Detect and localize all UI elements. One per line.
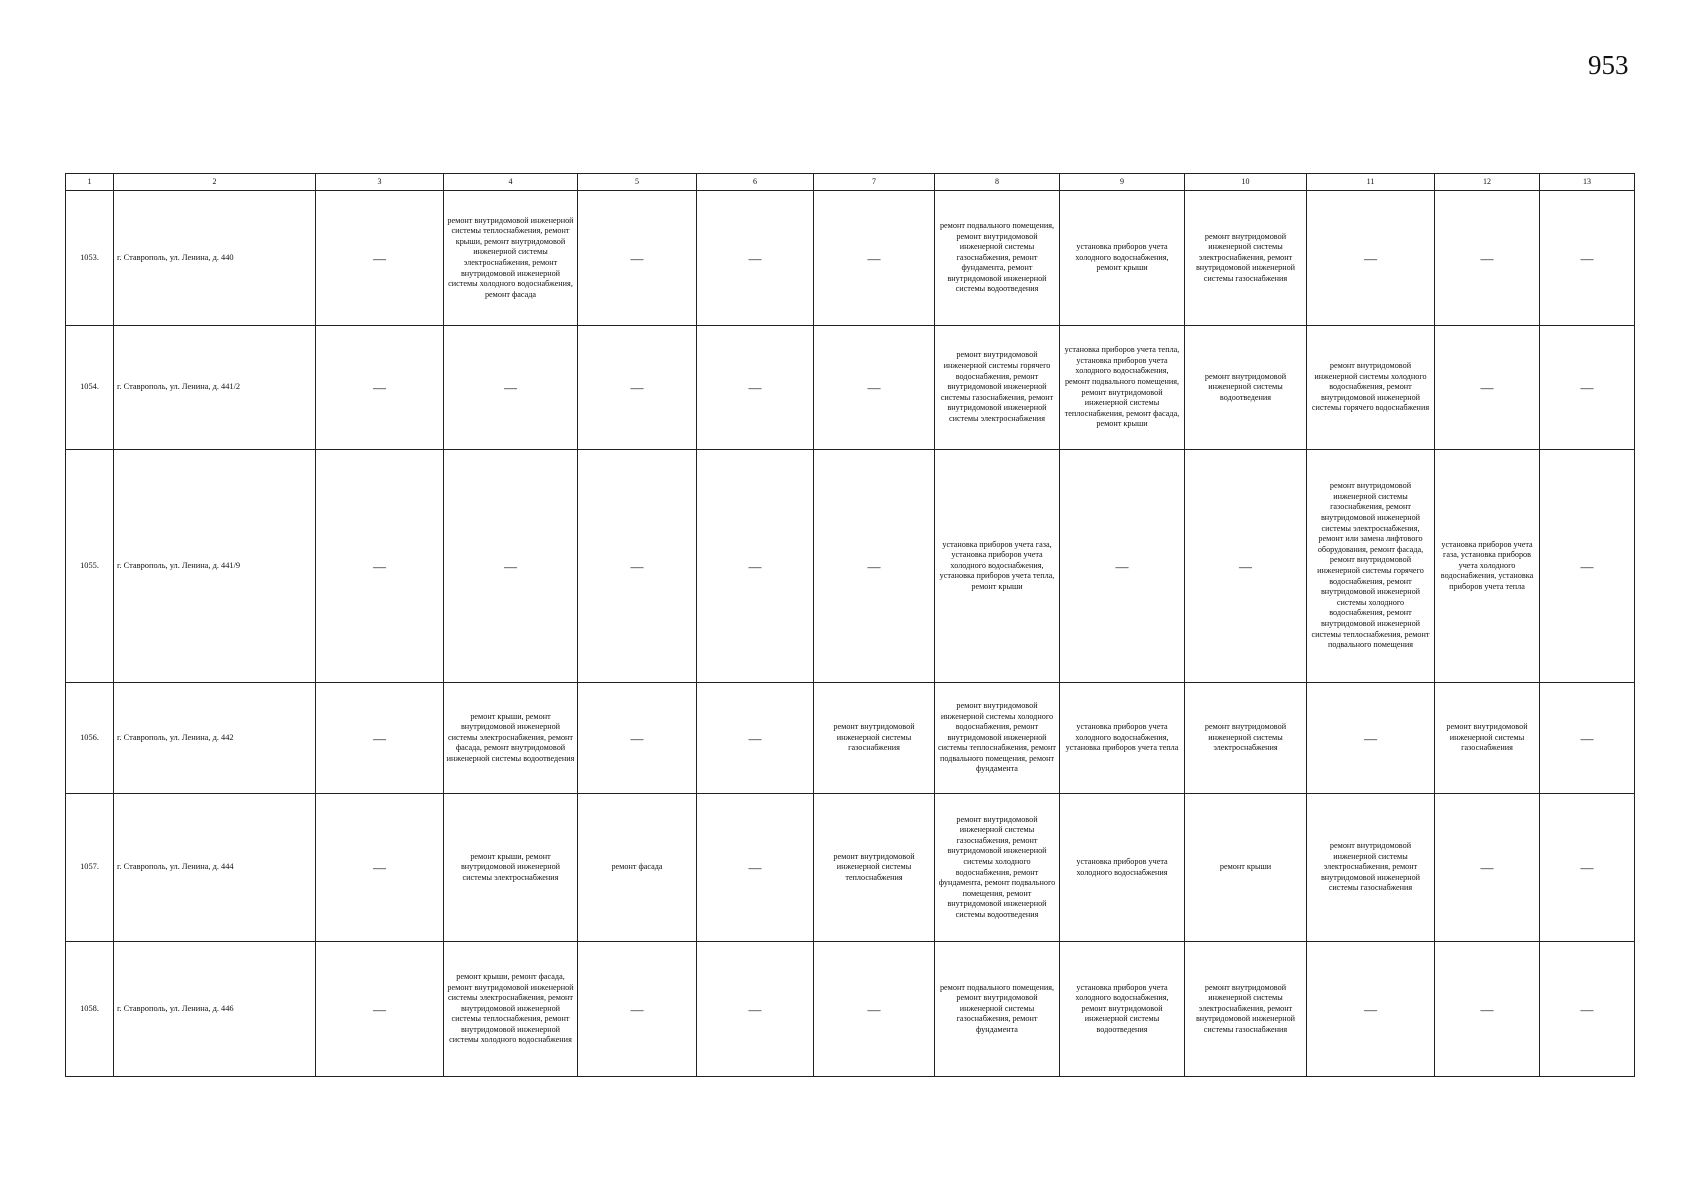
column-header: 3: [316, 174, 444, 191]
table-cell: —: [316, 326, 444, 450]
column-header: 6: [697, 174, 814, 191]
table-cell: —: [1307, 683, 1435, 794]
table-cell: —: [1307, 191, 1435, 326]
column-header: 10: [1185, 174, 1307, 191]
table-cell: —: [444, 450, 578, 683]
table-row: [66, 191, 1635, 326]
table-cell: —: [697, 450, 814, 683]
table-cell: —: [1435, 794, 1540, 942]
table-cell: —: [316, 191, 444, 326]
row-number: 1055.: [66, 450, 114, 683]
row-number: 1054.: [66, 326, 114, 450]
table-cell: —: [444, 326, 578, 450]
table-cell: —: [1307, 942, 1435, 1077]
table-cell: —: [814, 326, 935, 450]
column-header: 9: [1060, 174, 1185, 191]
repair-schedule-table: [65, 173, 1635, 1077]
row-number: 1053.: [66, 191, 114, 326]
address-cell: г. Ставрополь, ул. Ленина, д. 441/9: [114, 450, 316, 683]
table-cell: ремонт внутридомовой инженерной системы газоснабжения, ремонт внутридомовой инженерной системы холодного водоснабжения, ремонт фундамента, ремонт подвального помещения, ремонт внутридомовой инженерной системы водоотведения: [935, 794, 1060, 942]
table-cell: —: [1540, 326, 1635, 450]
table-cell: установка приборов учета газа, установка приборов учета холодного водоснабжения, установка приборов учета тепла: [1435, 450, 1540, 683]
table-cell: —: [578, 683, 697, 794]
column-header: 1: [66, 174, 114, 191]
table-cell: —: [697, 794, 814, 942]
table-cell: ремонт внутридомовой инженерной системы холодного водоснабжения, ремонт внутридомовой инженерной системы теплоснабжения, ремонт подвального помещения, ремонт фундамента: [935, 683, 1060, 794]
table-row: [66, 942, 1635, 1077]
table-cell: ремонт внутридомовой инженерной системы теплоснабжения, ремонт крыши, ремонт внутридомовой инженерной системы электроснабжения, ремонт внутридомовой инженерной системы холодного водоснабжения, ремонт фасада: [444, 191, 578, 326]
table-cell: установка приборов учета газа, установка приборов учета холодного водоснабжения, установка приборов учета тепла, ремонт крыши: [935, 450, 1060, 683]
table-cell: —: [697, 942, 814, 1077]
table-cell: —: [316, 794, 444, 942]
table-cell: установка приборов учета холодного водоснабжения, ремонт крыши: [1060, 191, 1185, 326]
table-cell: ремонт крыши, ремонт внутридомовой инженерной системы электроснабжения: [444, 794, 578, 942]
table-cell: —: [814, 450, 935, 683]
table-cell: ремонт внутридомовой инженерной системы теплоснабжения: [814, 794, 935, 942]
table-cell: установка приборов учета холодного водоснабжения, установка приборов учета тепла: [1060, 683, 1185, 794]
column-header: 2: [114, 174, 316, 191]
table-cell: ремонт внутридомовой инженерной системы водоотведения: [1185, 326, 1307, 450]
column-header: 13: [1540, 174, 1635, 191]
table-cell: ремонт внутридомовой инженерной системы газоснабжения, ремонт внутридомовой инженерной системы электроснабжения, ремонт или замена лифтового оборудования, ремонт фасада, ремонт внутридомовой инженерной системы горячего водоснабжения, ремонт внутридомовой инженерной системы холодного водоснабжения, ремонт внутридомовой инженерной системы теплоснабжения, ремонт подвального помещения: [1307, 450, 1435, 683]
table-cell: ремонт фасада: [578, 794, 697, 942]
table-row: [66, 794, 1635, 942]
table-row: [66, 326, 1635, 450]
table-cell: —: [316, 942, 444, 1077]
table-row: [66, 683, 1635, 794]
table-cell: —: [814, 191, 935, 326]
table-cell: —: [697, 191, 814, 326]
table-cell: ремонт крыши: [1185, 794, 1307, 942]
address-cell: г. Ставрополь, ул. Ленина, д. 440: [114, 191, 316, 326]
address-cell: г. Ставрополь, ул. Ленина, д. 446: [114, 942, 316, 1077]
table-cell: —: [316, 683, 444, 794]
row-number: 1057.: [66, 794, 114, 942]
table-cell: —: [578, 942, 697, 1077]
table-cell: —: [1435, 942, 1540, 1077]
table-cell: —: [1540, 450, 1635, 683]
table-cell: ремонт внутридомовой инженерной системы холодного водоснабжения, ремонт внутридомовой инженерной системы горячего водоснабжения: [1307, 326, 1435, 450]
table-row: [66, 450, 1635, 683]
table-cell: —: [1060, 450, 1185, 683]
column-header: 7: [814, 174, 935, 191]
table-cell: ремонт внутридомовой инженерной системы электроснабжения, ремонт внутридомовой инженерной системы газоснабжения: [1185, 191, 1307, 326]
table-cell: ремонт крыши, ремонт внутридомовой инженерной системы электроснабжения, ремонт фасада, ремонт внутридомовой инженерной системы водоотведения: [444, 683, 578, 794]
row-number: 1056.: [66, 683, 114, 794]
table-cell: ремонт внутридомовой инженерной системы горячего водоснабжения, ремонт внутридомовой инженерной системы газоснабжения, ремонт внутридомовой инженерной системы электроснабжения: [935, 326, 1060, 450]
table-cell: —: [316, 450, 444, 683]
column-header: 11: [1307, 174, 1435, 191]
table-cell: ремонт внутридомовой инженерной системы электроснабжения: [1185, 683, 1307, 794]
table-cell: —: [697, 326, 814, 450]
table-cell: —: [1185, 450, 1307, 683]
table-cell: ремонт внутридомовой инженерной системы газоснабжения: [814, 683, 935, 794]
table-cell: —: [578, 191, 697, 326]
table-cell: —: [1435, 326, 1540, 450]
table-cell: ремонт подвального помещения, ремонт внутридомовой инженерной системы газоснабжения, ремонт фундамента: [935, 942, 1060, 1077]
table-cell: —: [578, 326, 697, 450]
address-cell: г. Ставрополь, ул. Ленина, д. 442: [114, 683, 316, 794]
table-cell: ремонт внутридомовой инженерной системы электроснабжения, ремонт внутридомовой инженерной системы газоснабжения: [1307, 794, 1435, 942]
table-cell: —: [578, 450, 697, 683]
table-cell: —: [1540, 794, 1635, 942]
table-cell: ремонт подвального помещения, ремонт внутридомовой инженерной системы газоснабжения, ремонт фундамента, ремонт внутридомовой инженерной системы водоотведения: [935, 191, 1060, 326]
table-cell: ремонт внутридомовой инженерной системы электроснабжения, ремонт внутридомовой инженерной системы газоснабжения: [1185, 942, 1307, 1077]
column-header: 4: [444, 174, 578, 191]
table-cell: —: [814, 942, 935, 1077]
page-number: 953: [1588, 50, 1629, 80]
table-cell: установка приборов учета холодного водоснабжения, ремонт внутридомовой инженерной системы водоотведения: [1060, 942, 1185, 1077]
address-cell: г. Ставрополь, ул. Ленина, д. 441/2: [114, 326, 316, 450]
column-header: 5: [578, 174, 697, 191]
column-number-row: [66, 174, 1635, 191]
table-cell: —: [1435, 191, 1540, 326]
row-number: 1058.: [66, 942, 114, 1077]
column-header: 8: [935, 174, 1060, 191]
table-cell: —: [697, 683, 814, 794]
table-cell: —: [1540, 942, 1635, 1077]
table-cell: ремонт крыши, ремонт фасада, ремонт внутридомовой инженерной системы электроснабжения, ремонт внутридомовой инженерной системы теплоснабжения, ремонт внутридомовой инженерной системы холодного водоснабжения: [444, 942, 578, 1077]
column-header: 12: [1435, 174, 1540, 191]
table-cell: установка приборов учета холодного водоснабжения: [1060, 794, 1185, 942]
address-cell: г. Ставрополь, ул. Ленина, д. 444: [114, 794, 316, 942]
table-cell: установка приборов учета тепла, установка приборов учета холодного водоснабжения, ремонт подвального помещения, ремонт внутридомовой инженерной системы теплоснабжения, ремонт фасада, ремонт крыши: [1060, 326, 1185, 450]
table-cell: ремонт внутридомовой инженерной системы газоснабжения: [1435, 683, 1540, 794]
table-cell: —: [1540, 683, 1635, 794]
table-cell: —: [1540, 191, 1635, 326]
